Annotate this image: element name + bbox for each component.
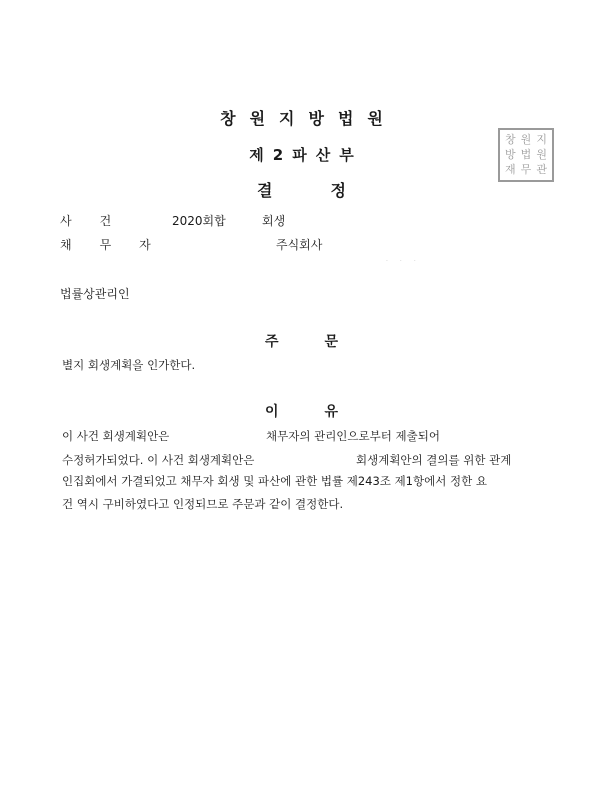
seal-char: 방 <box>505 148 516 161</box>
reasons-line-1b: 채무자의 관리인으로부터 제출되어 <box>266 429 440 443</box>
reasons-line-3: 인집회에서 가결되었고 채무자 회생 및 파산에 관한 법률 제243조 제1항에서 정한 요 <box>62 474 487 488</box>
reasons-line-2b: 회생계획안의 결의를 위한 관계 <box>356 453 512 467</box>
court-name: 창원지방법원 <box>220 109 397 128</box>
division-name: 제2파산부 <box>249 146 363 164</box>
order-text: 별지 회생계획을 인가한다. <box>62 358 196 372</box>
administrator-label: 법률상관리인 <box>60 287 130 301</box>
case-type: 회생 <box>262 214 286 228</box>
seal-char: 무 <box>520 163 532 176</box>
reasons-line-1a: 이 사건 회생계획안은 <box>62 429 170 443</box>
seal-char: 원 <box>520 133 532 146</box>
seal-char: 원 <box>536 148 547 161</box>
reasons-heading: 이유 <box>264 404 385 420</box>
case-label: 사건 <box>60 214 140 228</box>
reasons-line-2a: 수정허가되었다. 이 사건 회생계획안은 <box>62 453 255 467</box>
order-heading: 주문 <box>264 334 385 350</box>
seal-char: 창 <box>505 133 516 146</box>
seal-char: 법 <box>520 148 532 161</box>
reasons-line-4: 건 역시 구비하였다고 인정되므로 주문과 같이 결정한다. <box>62 497 344 511</box>
seal-char: 관 <box>536 163 547 176</box>
faint-mark: ... <box>386 256 428 263</box>
seal-char: 재 <box>505 163 516 176</box>
seal-char: 지 <box>536 133 547 146</box>
debtor-value: 주식회사 <box>276 238 323 252</box>
debtor-label: 채무자 <box>60 238 179 252</box>
case-number: 2020회합 <box>172 214 226 228</box>
document-type: 결정 <box>257 181 404 200</box>
